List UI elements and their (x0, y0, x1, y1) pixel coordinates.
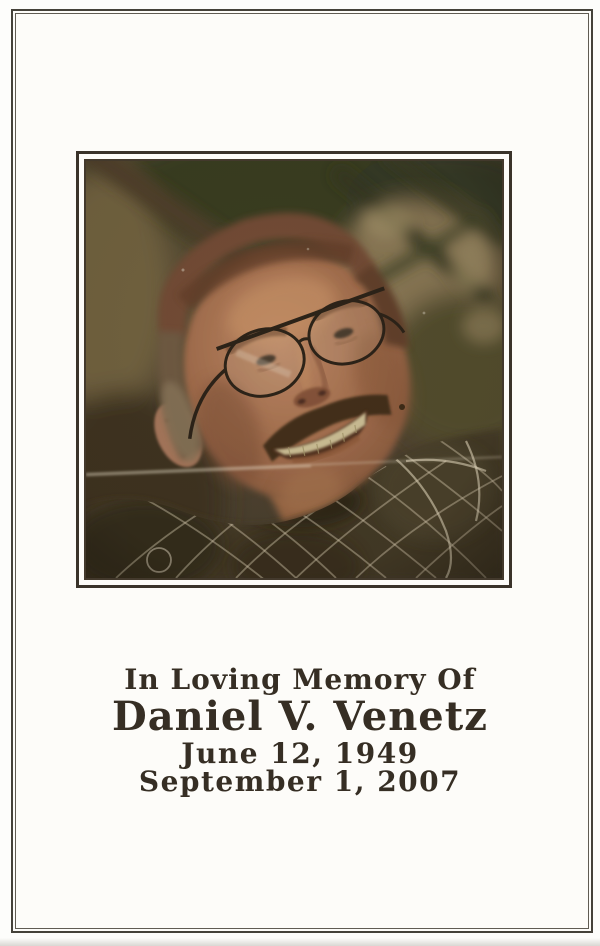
birth-date: June 12, 1949 (181, 737, 419, 770)
death-date: September 1, 2007 (138, 765, 462, 798)
memorial-portrait-photo (86, 161, 502, 578)
deceased-name: Daniel V. Venetz (112, 693, 488, 740)
photo-frame (76, 151, 512, 588)
photo-mat-inner-border (84, 159, 504, 580)
memorial-intro-line: In Loving Memory Of (124, 663, 476, 696)
scan-edge-shadow (0, 938, 600, 946)
